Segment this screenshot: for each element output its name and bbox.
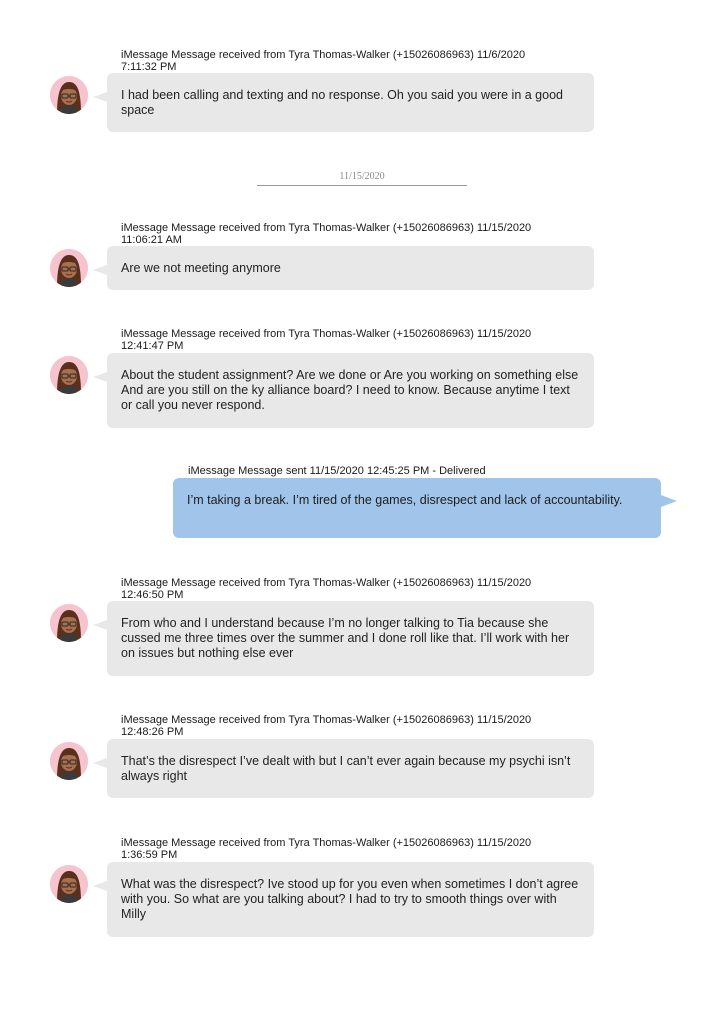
message-header-info: iMessage Message received from Tyra Thomas-Walker (+15026086963) 11/15/2020 xyxy=(121,837,532,849)
message-header-time: 12:41:47 PM xyxy=(121,340,184,352)
message-header-time: 12:48:26 PM xyxy=(121,726,184,738)
message-header xyxy=(121,577,591,601)
memoji-avatar-icon xyxy=(50,76,88,114)
memoji-avatar-icon xyxy=(50,865,88,903)
message-header xyxy=(121,222,591,246)
memoji-avatar-icon xyxy=(50,356,88,394)
received-message-bubble[interactable] xyxy=(107,862,594,937)
received-message-bubble[interactable] xyxy=(107,353,594,428)
received-message-bubble[interactable] xyxy=(107,73,594,132)
message-header xyxy=(121,328,591,352)
message-header xyxy=(121,714,591,738)
message-text: That’s the disrespect I’ve dealt with but I can’t ever again because my psychi isn’t always right xyxy=(121,754,571,783)
date-divider-label: 11/15/2020 xyxy=(339,171,385,182)
message-header xyxy=(188,465,658,477)
message-header-info: iMessage Message received from Tyra Thomas-Walker (+15026086963) 11/15/2020 xyxy=(121,714,532,726)
message-header-time: 7:11:32 PM xyxy=(121,61,177,73)
message-header-info: iMessage Message received from Tyra Thomas-Walker (+15026086963) 11/15/2020 xyxy=(121,328,532,340)
message-text: About the student assignment? Are we done or Are you working on something else And are you still on the ky alliance board? I need to know. Because anytime I text or call you never respond. xyxy=(121,368,579,412)
message-header-time: 12:46:50 PM xyxy=(121,589,184,601)
message-header-info: iMessage Message received from Tyra Thomas-Walker (+15026086963) 11/6/2020 xyxy=(121,49,526,61)
message-text: What was the disrespect? Ive stood up for you even when sometimes I don’t agree with you. So what are you talking about? I had to try to smooth things over with Milly xyxy=(121,877,579,921)
message-text: I’m taking a break. I’m tired of the games, disrespect and lack of accountability. xyxy=(187,493,623,507)
date-divider xyxy=(257,171,467,186)
message-header-info: iMessage Message sent 11/15/2020 12:45:25 PM - Delivered xyxy=(188,465,486,477)
memoji-avatar-icon xyxy=(50,249,88,287)
message-text: I had been calling and texting and no response. Oh you said you were in a good space xyxy=(121,88,563,117)
received-message-bubble[interactable] xyxy=(107,246,594,290)
sent-message-bubble[interactable] xyxy=(173,478,661,538)
message-text: Are we not meeting anymore xyxy=(121,261,281,275)
message-header-time: 11:06:21 AM xyxy=(121,234,182,246)
memoji-avatar-icon xyxy=(50,742,88,780)
message-text: From who and I understand because I’m no longer talking to Tia because she cussed me three times over the summer and I done roll like that. I’ll work with her on issues but nothing else ever xyxy=(121,616,570,660)
received-message-bubble[interactable] xyxy=(107,601,594,676)
received-message-bubble[interactable] xyxy=(107,739,594,798)
message-header-info: iMessage Message received from Tyra Thomas-Walker (+15026086963) 11/15/2020 xyxy=(121,577,532,589)
memoji-avatar-icon xyxy=(50,604,88,642)
message-header xyxy=(121,49,591,73)
message-header-info: iMessage Message received from Tyra Thomas-Walker (+15026086963) 11/15/2020 xyxy=(121,222,532,234)
message-header-time: 1:36:59 PM xyxy=(121,849,178,861)
message-header xyxy=(121,837,591,861)
